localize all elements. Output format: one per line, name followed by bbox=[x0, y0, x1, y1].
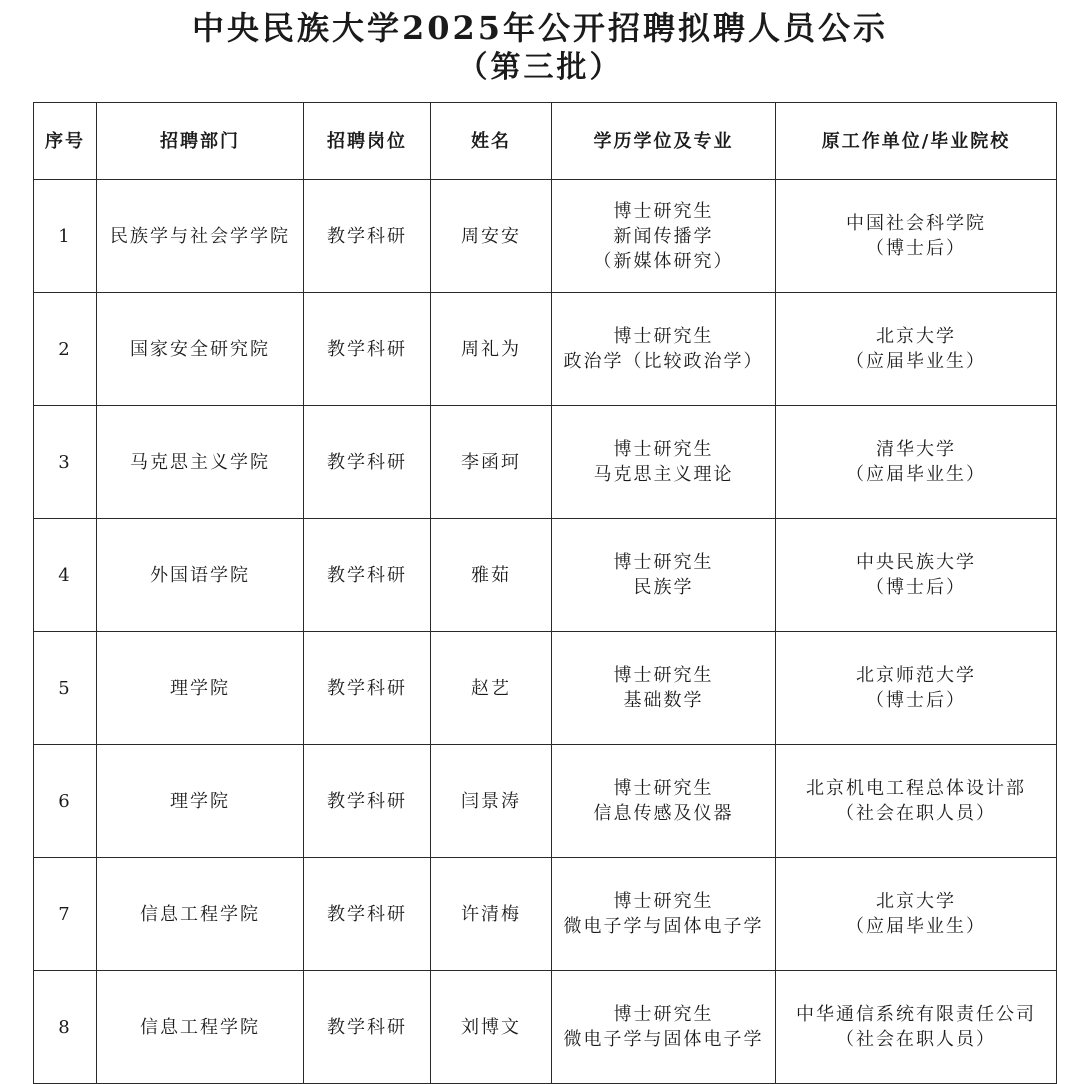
education-degree: 博士研究生 bbox=[613, 552, 714, 573]
cell-name: 许清梅 bbox=[431, 858, 552, 971]
origin-status: （博士后） bbox=[866, 577, 966, 598]
cell-position: 教学科研 bbox=[304, 632, 431, 745]
cell-name: 闫景涛 bbox=[431, 745, 552, 858]
cell-position: 教学科研 bbox=[304, 180, 431, 293]
table-row bbox=[34, 180, 1057, 293]
header-origin: 原工作单位/毕业院校 bbox=[776, 103, 1057, 180]
cell-position: 教学科研 bbox=[304, 858, 431, 971]
education-major: 新闻传播学 bbox=[613, 225, 714, 247]
origin-status: （博士后） bbox=[866, 690, 966, 711]
education-degree: 博士研究生 bbox=[613, 665, 714, 686]
cell-education bbox=[552, 632, 776, 745]
education-degree: 博士研究生 bbox=[613, 326, 714, 347]
origin-unit: 中华通信系统有限责任公司 bbox=[796, 1004, 1036, 1025]
table-row bbox=[34, 632, 1057, 745]
origin-status: （应届毕业生） bbox=[846, 351, 986, 372]
education-major: 基础数学 bbox=[623, 690, 704, 711]
cell-origin bbox=[776, 632, 1057, 745]
origin-unit: 中央民族大学 bbox=[856, 552, 976, 573]
table-row bbox=[34, 971, 1057, 1084]
education-major: 政治学（比较政治学） bbox=[563, 351, 764, 372]
cell-education bbox=[552, 519, 776, 632]
cell-name: 雅茹 bbox=[431, 519, 552, 632]
cell-serial: 8 bbox=[34, 971, 97, 1084]
origin-unit: 北京机电工程总体设计部 bbox=[806, 778, 1026, 799]
origin-status: （应届毕业生） bbox=[846, 916, 986, 937]
cell-department: 理学院 bbox=[97, 745, 304, 858]
cell-origin bbox=[776, 180, 1057, 293]
cell-serial: 6 bbox=[34, 745, 97, 858]
origin-status: （社会在职人员） bbox=[836, 1029, 996, 1050]
table-row bbox=[34, 745, 1057, 858]
cell-education bbox=[552, 971, 776, 1084]
cell-education bbox=[552, 406, 776, 519]
cell-position: 教学科研 bbox=[304, 293, 431, 406]
table-row bbox=[34, 519, 1057, 632]
cell-serial: 3 bbox=[34, 406, 97, 519]
education-major: 马克思主义理论 bbox=[593, 464, 734, 485]
education-degree: 博士研究生 bbox=[613, 200, 714, 222]
cell-education bbox=[552, 293, 776, 406]
cell-position: 教学科研 bbox=[304, 406, 431, 519]
cell-origin bbox=[776, 858, 1057, 971]
education-degree: 博士研究生 bbox=[613, 439, 714, 460]
education-degree: 博士研究生 bbox=[613, 778, 714, 799]
cell-department: 理学院 bbox=[97, 632, 304, 745]
cell-origin bbox=[776, 293, 1057, 406]
title-main: 中央民族大学2025年公开招聘拟聘人员公示 bbox=[191, 9, 889, 47]
header-position: 招聘岗位 bbox=[304, 103, 431, 180]
cell-position: 教学科研 bbox=[304, 745, 431, 858]
header-department: 招聘部门 bbox=[97, 103, 304, 180]
origin-unit: 清华大学 bbox=[876, 439, 956, 460]
table-row bbox=[34, 406, 1057, 519]
cell-origin bbox=[776, 971, 1057, 1084]
origin-unit: 北京大学 bbox=[876, 326, 956, 347]
cell-department: 马克思主义学院 bbox=[97, 406, 304, 519]
candidate-table bbox=[33, 102, 1057, 1084]
education-major: 民族学 bbox=[633, 577, 694, 598]
title-batch: （第三批） bbox=[457, 50, 623, 85]
origin-status: （应届毕业生） bbox=[846, 464, 986, 485]
education-major: 微电子学与固体电子学 bbox=[563, 1029, 764, 1050]
table-row bbox=[34, 858, 1057, 971]
cell-education bbox=[552, 745, 776, 858]
cell-name: 李函珂 bbox=[431, 406, 552, 519]
cell-education bbox=[552, 858, 776, 971]
cell-serial: 4 bbox=[34, 519, 97, 632]
cell-position: 教学科研 bbox=[304, 519, 431, 632]
cell-department: 国家安全研究院 bbox=[97, 293, 304, 406]
cell-department: 外国语学院 bbox=[97, 519, 304, 632]
education-degree: 博士研究生 bbox=[613, 1004, 714, 1025]
education-direction: （新媒体研究） bbox=[593, 250, 734, 272]
cell-name: 刘博文 bbox=[431, 971, 552, 1084]
header-name: 姓名 bbox=[431, 103, 552, 180]
header-serial: 序号 bbox=[34, 103, 97, 180]
header-education: 学历学位及专业 bbox=[552, 103, 776, 180]
cell-serial: 1 bbox=[34, 180, 97, 293]
origin-status: （博士后） bbox=[866, 238, 966, 259]
cell-serial: 7 bbox=[34, 858, 97, 971]
cell-department: 信息工程学院 bbox=[97, 971, 304, 1084]
education-major: 微电子学与固体电子学 bbox=[563, 916, 764, 937]
cell-name: 周安安 bbox=[431, 180, 552, 293]
cell-origin bbox=[776, 406, 1057, 519]
cell-position: 教学科研 bbox=[304, 971, 431, 1084]
cell-name: 周礼为 bbox=[431, 293, 552, 406]
education-degree: 博士研究生 bbox=[613, 891, 714, 912]
cell-origin bbox=[776, 745, 1057, 858]
cell-department: 信息工程学院 bbox=[97, 858, 304, 971]
cell-serial: 5 bbox=[34, 632, 97, 745]
cell-name: 赵艺 bbox=[431, 632, 552, 745]
cell-origin bbox=[776, 519, 1057, 632]
origin-unit: 中国社会科学院 bbox=[846, 213, 986, 234]
origin-unit: 北京大学 bbox=[876, 891, 956, 912]
table-header-row bbox=[34, 103, 1057, 180]
cell-serial: 2 bbox=[34, 293, 97, 406]
cell-department: 民族学与社会学学院 bbox=[97, 180, 304, 293]
origin-status: （社会在职人员） bbox=[836, 803, 996, 824]
origin-unit: 北京师范大学 bbox=[856, 665, 976, 686]
cell-education bbox=[552, 180, 776, 293]
education-major: 信息传感及仪器 bbox=[593, 803, 734, 824]
table-row bbox=[34, 293, 1057, 406]
